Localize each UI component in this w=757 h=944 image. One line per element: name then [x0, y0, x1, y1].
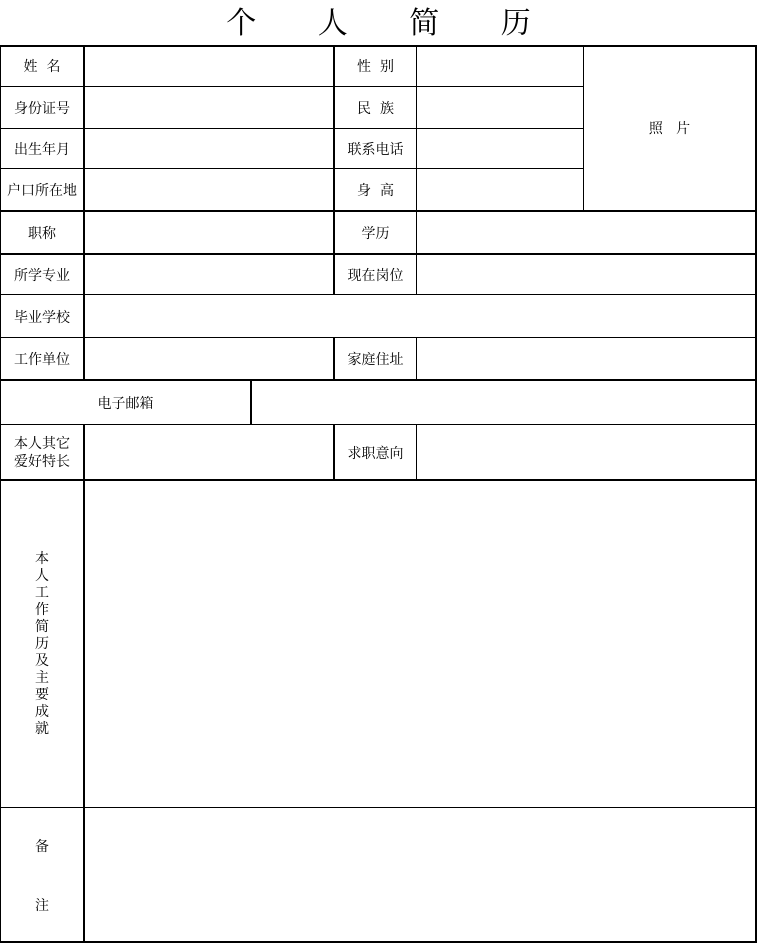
employer-field[interactable] — [85, 339, 332, 378]
name-field[interactable] — [85, 47, 332, 86]
label-work-history-char: 及 — [35, 653, 49, 669]
label-id-number: 身份证号 — [14, 100, 70, 117]
work-history-field[interactable] — [85, 482, 754, 806]
label-work-history-char: 就 — [35, 721, 49, 737]
hukou-field[interactable] — [85, 170, 332, 209]
home-address-field[interactable] — [418, 339, 754, 378]
label-title-rank: 职称 — [28, 226, 56, 242]
rule-row2 — [0, 128, 584, 129]
rule-bottom — [0, 941, 757, 943]
email-field[interactable] — [253, 382, 754, 423]
label-work-history-char: 历 — [35, 636, 49, 652]
school-field[interactable] — [85, 296, 754, 336]
phone-field[interactable] — [418, 130, 582, 167]
label-employer: 工作单位 — [14, 352, 70, 368]
birth-date-field[interactable] — [85, 130, 332, 167]
label-work-history-char: 成 — [35, 704, 49, 720]
rule-row11 — [0, 807, 757, 808]
height-field[interactable] — [418, 170, 582, 209]
label-position: 现在岗位 — [347, 268, 404, 284]
education-field[interactable] — [418, 213, 754, 252]
label-work-history-char: 人 — [35, 568, 49, 584]
label-work-history-char: 作 — [35, 602, 49, 618]
label-work-history-char: 工 — [35, 585, 49, 601]
label-home-address: 家庭住址 — [347, 352, 404, 368]
rule-row1 — [0, 86, 584, 87]
label-hobbies — [0, 425, 84, 480]
hobbies-field[interactable] — [85, 426, 332, 478]
resume-form — [0, 45, 757, 944]
remarks-field[interactable] — [85, 809, 754, 940]
label-email: 电子邮箱 — [97, 396, 154, 412]
label-work-history-char: 简 — [35, 619, 49, 635]
photo-box[interactable]: 照 片 — [648, 121, 691, 137]
label-work-history — [0, 481, 84, 808]
position-field[interactable] — [418, 256, 754, 293]
label-birth-date: 出生年月 — [14, 142, 70, 158]
job-intention-field[interactable] — [418, 426, 754, 478]
label-work-history-char: 本 — [35, 551, 49, 567]
label-remarks-2: 注 — [35, 898, 49, 914]
gender-field[interactable] — [418, 47, 582, 86]
label-remarks-1: 备 — [35, 839, 49, 855]
label-job-intention: 求职意向 — [347, 445, 404, 462]
major-field[interactable] — [85, 256, 332, 293]
label-work-history-char: 要 — [35, 687, 49, 703]
label-name: 姓 名 — [23, 59, 61, 75]
title-rank-field[interactable] — [85, 213, 332, 252]
id-number-field[interactable] — [85, 88, 332, 127]
label-hobbies-line1: 本人其它 — [14, 435, 70, 452]
label-height: 身 高 — [357, 183, 394, 199]
rule-row3 — [0, 168, 584, 169]
label-work-history-char: 主 — [35, 670, 49, 686]
label-school: 毕业学校 — [14, 309, 70, 326]
label-education: 学历 — [361, 226, 390, 242]
label-hukou: 户口所在地 — [7, 183, 77, 199]
label-gender: 性 别 — [357, 59, 394, 75]
page-title: 个 人 简 历 — [226, 6, 557, 41]
label-hobbies-line2: 爱好特长 — [14, 453, 70, 470]
ethnicity-field[interactable] — [418, 88, 582, 127]
label-phone: 联系电话 — [347, 142, 404, 158]
label-ethnicity: 民 族 — [357, 100, 394, 117]
label-major: 所学专业 — [14, 268, 70, 284]
